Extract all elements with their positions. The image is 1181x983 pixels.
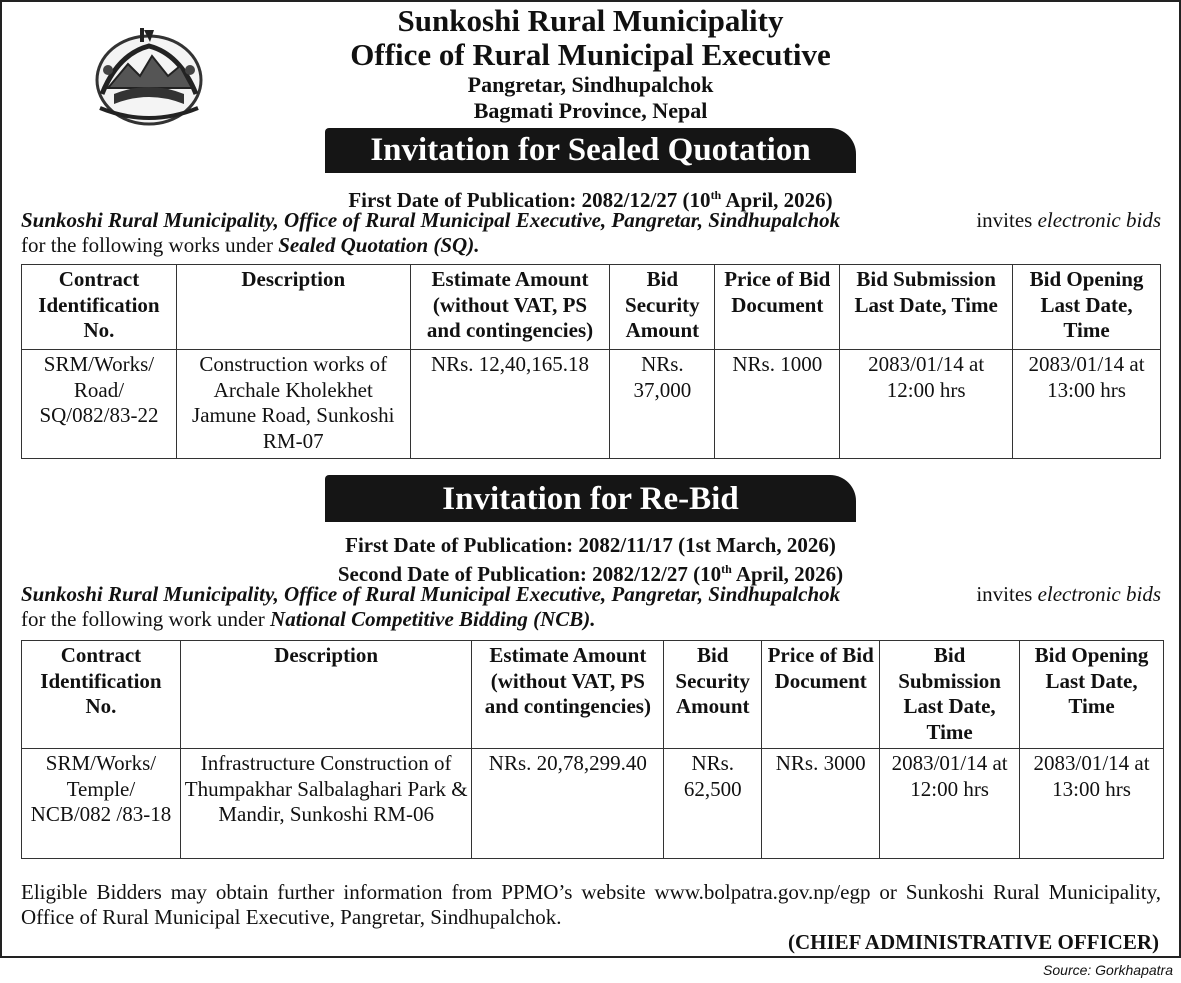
- col-doc-price: Price of Bid Document: [762, 641, 880, 749]
- cell-opening: 2083/01/14 at 13:00 hrs: [1020, 749, 1164, 859]
- col-opening: Bid Opening Last Date, Time: [1020, 641, 1164, 749]
- cell-estimate: NRs. 12,40,165.18: [410, 350, 610, 459]
- signoff: (CHIEF ADMINISTRATIVE OFFICER): [787, 930, 1159, 954]
- office-name: Office of Rural Municipal Executive: [350, 37, 831, 72]
- col-opening: Bid Opening Last Date, Time: [1013, 265, 1161, 350]
- org-name: Sunkoshi Rural Municipality: [397, 3, 784, 38]
- table-header-row: [22, 641, 1164, 749]
- col-contract-no: Contract Identification No.: [22, 641, 181, 749]
- col-description: Description: [176, 265, 410, 350]
- cell-description: Infrastructure Construction of Thumpakhar Salbalaghari Park & Mandir, Sunkoshi RM-06: [180, 749, 472, 859]
- table-row: [22, 749, 1164, 859]
- publication-date-first: First Date of Publication: 2082/11/17 (1st March, 2026): [345, 533, 836, 557]
- col-description: Description: [180, 641, 472, 749]
- address-line-1: Pangretar, Sindhupalchok: [467, 72, 714, 97]
- intro-bids: electronic bids: [1037, 208, 1161, 232]
- intro-prefix: for the following works under: [21, 233, 273, 257]
- cell-description: Construction works of Archale Kholekhet Jamune Road, Sunkoshi RM-07: [176, 350, 410, 459]
- notice2-intro: [21, 582, 1161, 632]
- col-security: Bid Security Amount: [610, 265, 715, 350]
- intro-invites: invites: [976, 208, 1033, 232]
- col-submission: Bid Submission Last Date, Time: [880, 641, 1020, 749]
- cell-security: NRs. 37,000: [610, 350, 715, 459]
- col-estimate: Estimate Amount (without VAT, PS and contingencies): [410, 265, 610, 350]
- notice-header: [0, 4, 1181, 124]
- address-line-2: Bagmati Province, Nepal: [473, 98, 708, 123]
- cell-security: NRs. 62,500: [664, 749, 762, 859]
- cell-opening: 2083/01/14 at 13:00 hrs: [1013, 350, 1161, 459]
- cell-estimate: NRs. 20,78,299.40: [472, 749, 664, 859]
- cell-doc-price: NRs. 1000: [715, 350, 840, 459]
- footer-text: Eligible Bidders may obtain further information from PPMO’s website www.bolpatra.gov.np/egp or Sunkoshi Rural Municipality, Office of Rural Municipal Executive, Pangretar, Sindhupalchok.: [21, 880, 1161, 929]
- col-estimate: Estimate Amount (without VAT, PS and contingencies): [472, 641, 664, 749]
- intro-org: Sunkoshi Rural Municipality, Office of Rural Municipal Executive, Pangretar, Sindhupalchok: [21, 208, 841, 232]
- re-bid-banner: Invitation for Re-Bid: [325, 475, 856, 522]
- table-row: [22, 350, 1161, 459]
- intro-method: Sealed Quotation (SQ).: [278, 233, 480, 257]
- cell-submission: 2083/01/14 at 12:00 hrs: [880, 749, 1020, 859]
- col-security: Bid Security Amount: [664, 641, 762, 749]
- sealed-quotation-table: [21, 264, 1161, 459]
- intro-method: National Competitive Bidding (NCB).: [270, 607, 596, 631]
- cell-submission: 2083/01/14 at 12:00 hrs: [840, 350, 1013, 459]
- sealed-quotation-banner: Invitation for Sealed Quotation: [325, 128, 856, 173]
- intro-bids: electronic bids: [1037, 582, 1161, 606]
- cell-contract-no: SRM/Works/ Road/ SQ/082/83-22: [22, 350, 177, 459]
- cell-contract-no: SRM/Works/ Temple/ NCB/082 /83-18: [22, 749, 181, 859]
- publication-date-second: Second Date of Publication: 2082/12/27 (10th April, 2026): [337, 562, 844, 586]
- col-contract-no: Contract Identification No.: [22, 265, 177, 350]
- intro-prefix: for the following work under: [21, 607, 265, 631]
- cell-doc-price: NRs. 3000: [762, 749, 880, 859]
- re-bid-table: [21, 640, 1164, 859]
- publication-date-1: First Date of Publication: 2082/12/27 (10th April, 2026): [348, 188, 833, 212]
- col-doc-price: Price of Bid Document: [715, 265, 840, 350]
- notice1-intro: [21, 208, 1161, 258]
- table-header-row: [22, 265, 1161, 350]
- source-credit: Source: Gorkhapatra: [1043, 962, 1173, 978]
- intro-invites: invites: [976, 582, 1033, 606]
- col-submission: Bid Submission Last Date, Time: [840, 265, 1013, 350]
- intro-org: Sunkoshi Rural Municipality, Office of Rural Municipal Executive, Pangretar, Sindhupalchok: [21, 582, 841, 606]
